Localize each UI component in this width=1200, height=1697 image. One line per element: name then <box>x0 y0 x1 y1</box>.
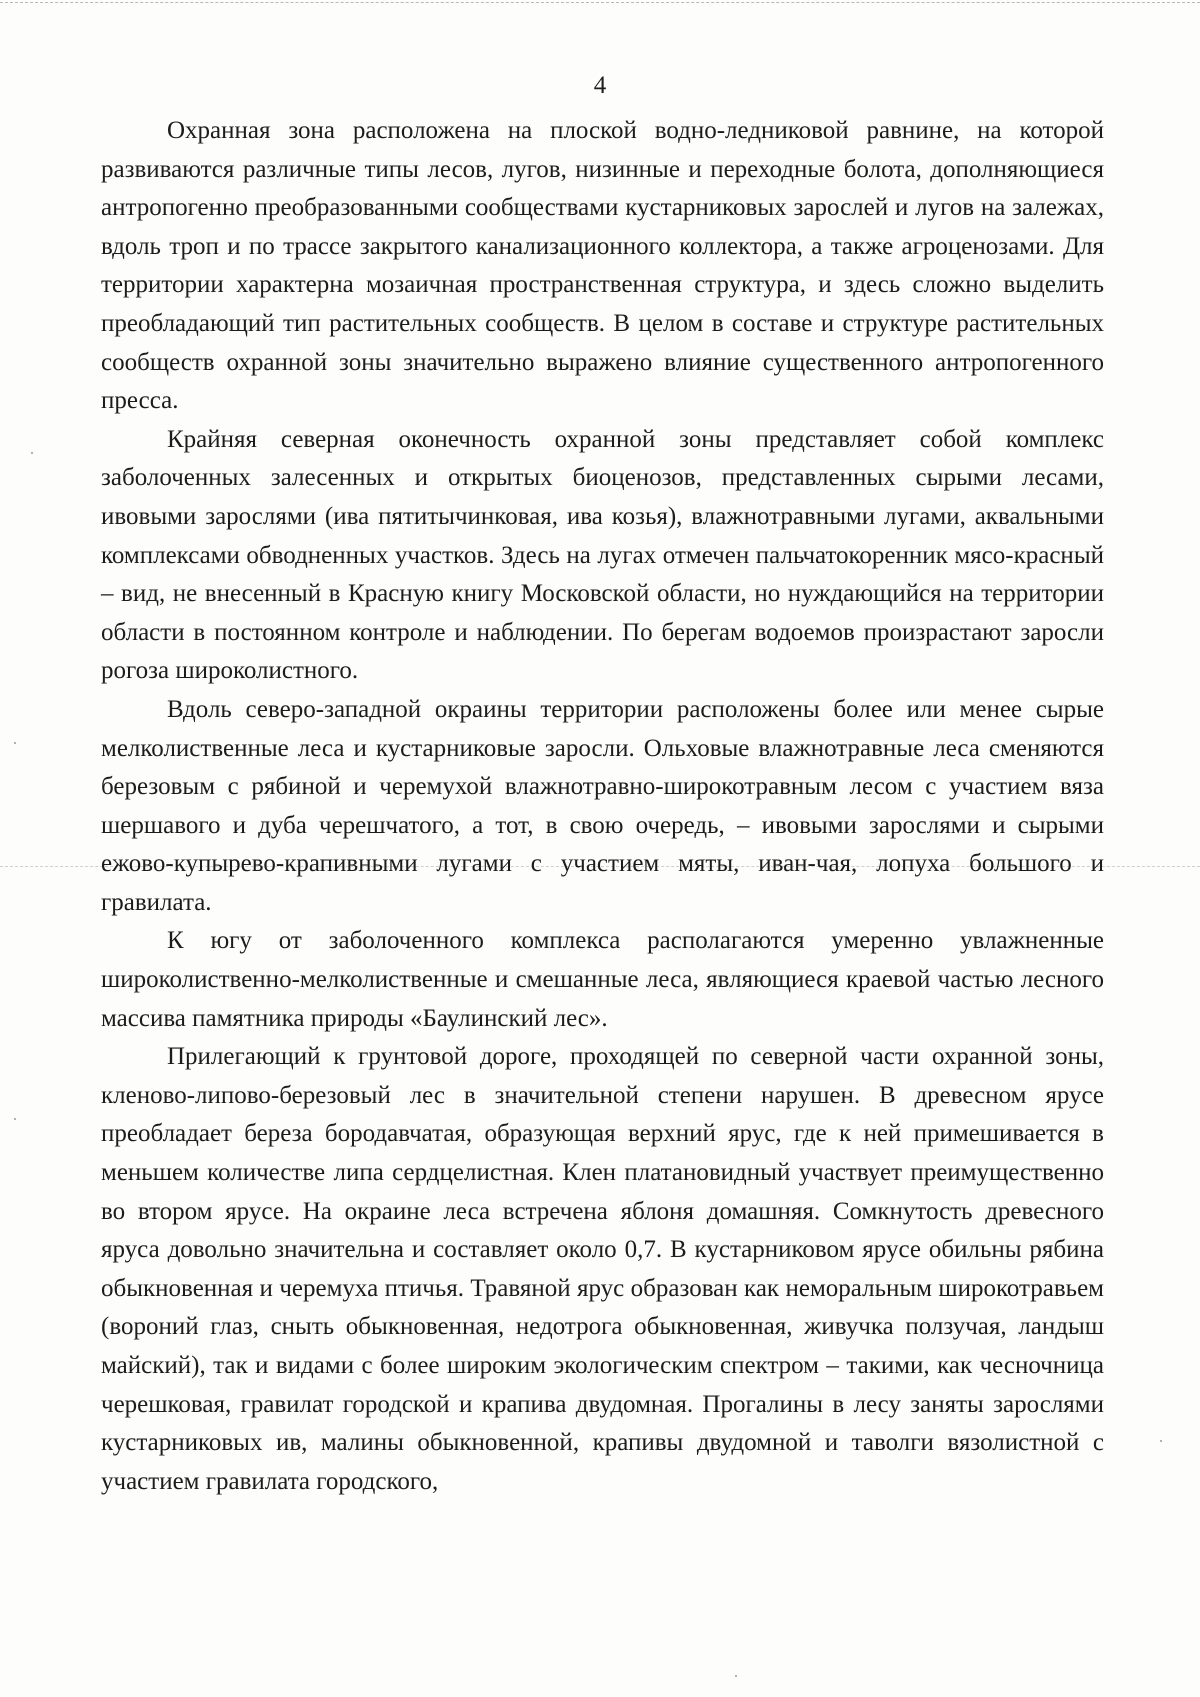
scan-edge-line <box>0 2 1200 3</box>
scan-speck <box>31 452 33 454</box>
paragraph-south-of-wetland: К югу от заболоченного комплекса располагаются умеренно увлажненные широколиственно-мелколиственные и смешанные леса, являющиеся краевой частью лесного массива памятника природы «Баулинский лес». <box>101 927 1104 1032</box>
scan-speck <box>1160 1440 1162 1442</box>
scan-speck <box>14 742 16 744</box>
scan-speck <box>14 1118 16 1120</box>
document-body <box>101 112 1104 1501</box>
paragraph-protected-zone-overview: Охранная зона расположена на плоской водно-ледниковой равнине, на которой развиваются различные типы лесов, лугов, низинные и переходные болота, дополняющиеся антропогенно преобразованными сообществами кустарниковых зарослей и лугов на залежах, вдоль троп и по трассе закрытого канализационного коллектора, а также агроценозами. Для территории характерна мозаичная пространственная структура, и здесь сложно выделить преобладающий тип растительных сообществ. В целом в составе и структуре растительных сообществ охранной зоны значительно выражено влияние существенного антропогенного пресса. <box>101 117 1104 415</box>
paragraph-northwest-outskirts: Вдоль северо-западной окраины территории расположены более или менее сырые мелколиственные леса и кустарниковые заросли. Ольховые влажнотравные леса сменяются березовым с рябиной и черемухой влажнотравно-широкотравным лесом с участием вяза шершавого и дуба черешчатого, а тот, в свою очередь, – ивовыми зарослями и сырыми ежово-купырево-крапивными лугами с участием мяты, иван-чая, лопуха большого и гравилата. <box>101 695 1104 916</box>
paragraph-northern-tip: Крайняя северная оконечность охранной зоны представляет собой комплекс заболоченных залесенных и открытых биоценозов, представленных сырыми лесами, ивовыми зарослями (ива пятитычинковая, ива козья), влажнотравными лугами, аквальными комплексами обводненных участков. Здесь на лугах отмечен пальчатокоренник мясо-красный – вид, не внесенный в Красную книгу Московской области, но нуждающийся на территории области в постоянном контроле и наблюдении. По берегам водоемов произрастают заросли рогоза широколистного. <box>101 425 1104 685</box>
page-number: 4 <box>593 72 607 99</box>
paragraph-forest-near-road: Прилегающий к грунтовой дороге, проходящей по северной части охранной зоны, кленово-липово-березовый лес в значительной степени нарушен. В древесном ярусе преобладает береза бородавчатая, образующая верхний ярус, где к ней примешивается в меньшем количестве липа сердцелистная. Клен платановидный участвует преимущественно во втором ярусе. На окраине леса встречена яблоня домашняя. Сомкнутость древесного яруса довольно значительна и составляет около 0,7. В кустарниковом ярусе обильны рябина обыкновенная и черемуха птичья. Травяной ярус образован как неморальным широкотравьем (вороний глаз, сныть обыкновенная, недотрога обыкновенная, живучка ползучая, ландыш майский), так и видами с более широким экологическим спектром – такими, как чесночница черешковая, гравилат городской и крапива двудомная. Прогалины в лесу заняты зарослями кустарниковых ив, малины обыкновенной, крапивы двудомной и таволги вязолистной с участием гравилата городского, <box>101 1043 1104 1495</box>
scan-speck <box>735 1675 737 1677</box>
